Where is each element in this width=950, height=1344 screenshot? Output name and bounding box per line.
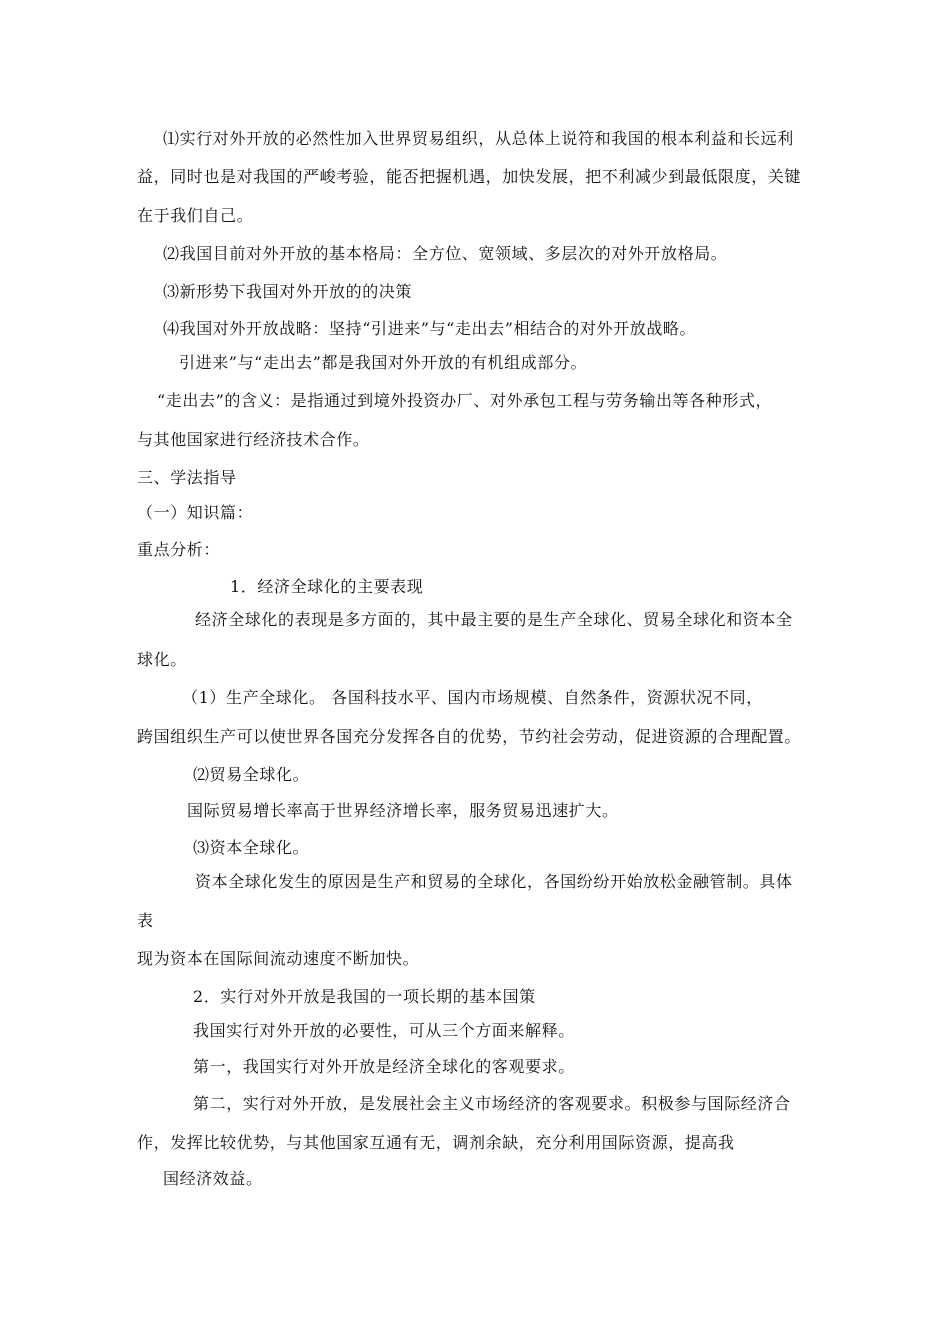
paragraph-necessity-explained: 我国实行对外开放的必要性，可从三个方面来解释。 — [193, 1021, 575, 1040]
paragraph-globalization-line-1: 经济全球化的表现是多方面的，其中最主要的是生产全球化、贸易全球化和资本全 — [195, 610, 793, 629]
topic-heading-opening-policy: 2．实行对外开放是我国的一项长期的基本国策 — [193, 987, 536, 1006]
subheading-key-analysis: 重点分析： — [137, 540, 221, 559]
paragraph-production-line-1: （1）生产全球化。 各国科技水平、国内市场规模、自然条件，资源状况不同， — [182, 688, 763, 707]
paragraph-decision: ⑶新形势下我国对外开放的的决策 — [163, 282, 413, 301]
subheading-capital: ⑶资本全球化。 — [193, 838, 310, 857]
paragraph-second-reason-line-2: 作，发挥比较优势，与其他国家互通有无，调剂余缺，充分利用国际资源，提高我 — [137, 1133, 735, 1152]
paragraph-going-out-line-2: 与其他国家进行经济技术合作。 — [137, 430, 370, 449]
paragraph-strategy: ⑷我国对外开放战略：坚持“引进来”与“走出去”相结合的对外开放战略。 — [163, 319, 697, 338]
subheading-knowledge: （一）知识篇： — [137, 503, 254, 522]
paragraph-globalization-line-2: 球化。 — [137, 650, 187, 669]
paragraph-second-reason-line-1: 第二，实行对外开放，是发展社会主义市场经济的客观要求。积极参与国际经济合 — [193, 1094, 791, 1113]
paragraph-necessity-line-3: 在于我们自己。 — [137, 206, 254, 225]
paragraph-second-reason-line-3: 国经济效益。 — [163, 1169, 263, 1188]
section-heading-study-guide: 三、学法指导 — [137, 468, 237, 487]
paragraph-first-reason: 第一，我国实行对外开放是经济全球化的客观要求。 — [193, 1057, 575, 1076]
paragraph-capital-line-2: 表 — [137, 911, 154, 930]
paragraph-organic-part: 引进来”与“走出去”都是我国对外开放的有机组成部分。 — [179, 353, 588, 372]
paragraph-pattern: ⑵我国目前对外开放的基本格局：全方位、宽领域、多层次的对外开放格局。 — [163, 244, 728, 263]
topic-heading-globalization: 1．经济全球化的主要表现 — [230, 577, 424, 596]
paragraph-trade: 国际贸易增长率高于世界经济增长率，服务贸易迅速扩大。 — [187, 801, 619, 820]
paragraph-necessity-line-1: ⑴实行对外开放的必然性加入世界贸易组织，从总体上说符和我国的根本利益和长远利 — [163, 129, 794, 148]
paragraph-production-line-2: 跨国组织生产可以使世界各国充分发挥各自的优势，节约社会劳动，促进资源的合理配置。 — [137, 727, 802, 746]
paragraph-capital-line-1: 资本全球化发生的原因是生产和贸易的全球化，各国纷纷开始放松金融管制。具体 — [195, 872, 793, 891]
paragraph-capital-line-3: 现为资本在国际间流动速度不断加快。 — [137, 949, 420, 968]
paragraph-going-out-line-1: “走出去”的含义：是指通过到境外投资办厂、对外承包工程与劳务输出等各种形式， — [157, 391, 773, 410]
paragraph-necessity-line-2: 益，同时也是对我国的严峻考验，能否把握机遇，加快发展，把不利减少到最低限度，关键 — [137, 167, 802, 186]
subheading-trade: ⑵贸易全球化。 — [193, 765, 310, 784]
